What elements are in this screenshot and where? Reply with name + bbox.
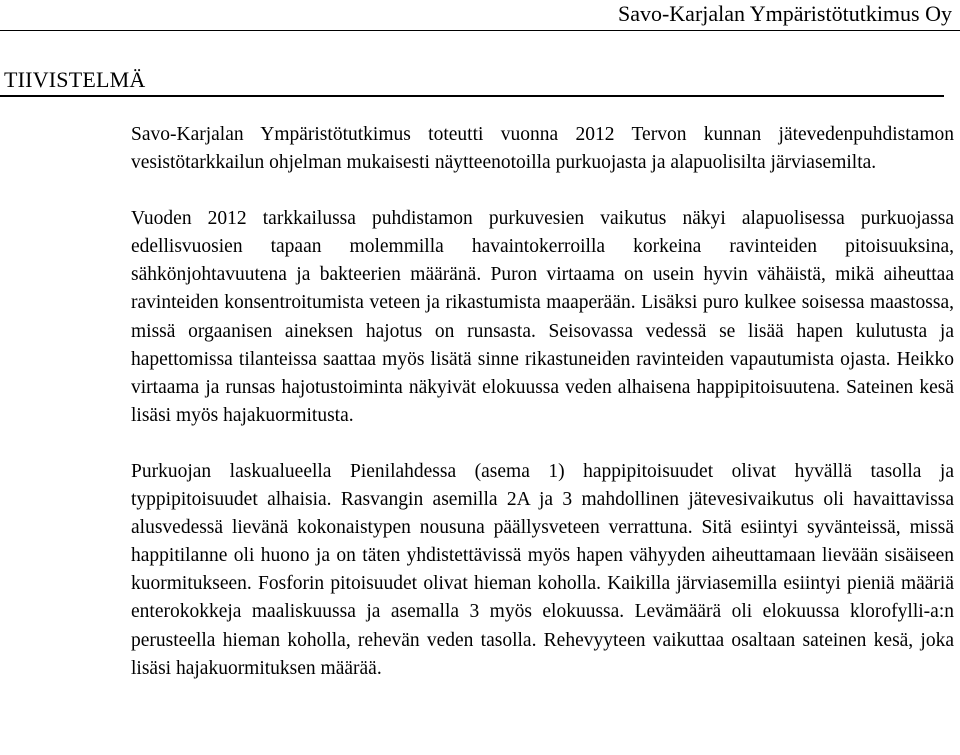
header-rule [0, 30, 960, 31]
summary-body [131, 121, 954, 683]
paragraph-intro: Savo-Karjalan Ympäristötutkimus toteutti vuonna 2012 Tervon kunnan jätevedenpuhdistamon vesistötarkkailun ohjelman mukaisesti näytteenotoilla purkuojasta ja alapuolisilta järviasemilta. [131, 124, 954, 174]
page-header [0, 0, 960, 28]
paragraph-lake-stations: Purkuojan laskualueella Pienilahdessa (asema 1) happipitoisuudet olivat hyvällä tasolla ja typpipitoisuudet alhaisia. Rasvangin asemilla 2A ja 3 mahdollinen jätevesivaikutus oli havaittavissa alusvedessä lievänä kokonaistypen nousuna päällysveteen verrattuna. Sitä esiintyi syvänteissä, missä happitilanne oli huono ja on täten yhdistettävissä myös hapen vähyyden aiheuttamaan lievään sisäiseen kuormitukseen. Fosforin pitoisuudet olivat hieman koholla. Kaikilla järviasemilla esiintyi pieniä määriä enterokokkeja maaliskuussa ja asemalla 3 myös elokuussa. Levämäärä oli elokuussa klorofylli-a:n perusteella hieman koholla, rehevän veden tasolla. Rehevyyteen vaikuttaa osaltaan sateinen kesä, joka lisäsi hajakuormituksen määrää. [131, 460, 954, 679]
section-title-rule [0, 95, 944, 97]
header-organization: Savo-Karjalan Ympäristötutkimus Oy [617, 1, 952, 26]
paragraph-discharge-ditch: Vuoden 2012 tarkkailussa puhdistamon purkuvesien vaikutus näkyi alapuolisessa purkuojassa edellisvuosien tapaan molemmilla havaintokerroilla korkeina ravinteiden pitoisuuksina, sähkönjohtavuutena ja bakteerien määränä. Puron virtaama on usein hyvin vähäistä, mikä aiheuttaa ravinteiden konsentroitumista veteen ja rikastumista maaperään. Lisäksi puro kulkee soisessa maastossa, missä orgaanisen aineksen hajotus on runsasta. Seisovassa vedessä se lisää hapen kulutusta ja hapettomissa tilanteissa saattaa myös lisätä sinne rikastuneiden ravinteiden vapautumista ojasta. Heikko virtaama ja runsas hajotustoiminta näkyivät elokuussa veden alhaisena happipitoisuutena. Sateinen kesä lisäsi myös hajakuormitusta. [131, 208, 954, 426]
section-title: TIIVISTELMÄ [4, 67, 146, 92]
